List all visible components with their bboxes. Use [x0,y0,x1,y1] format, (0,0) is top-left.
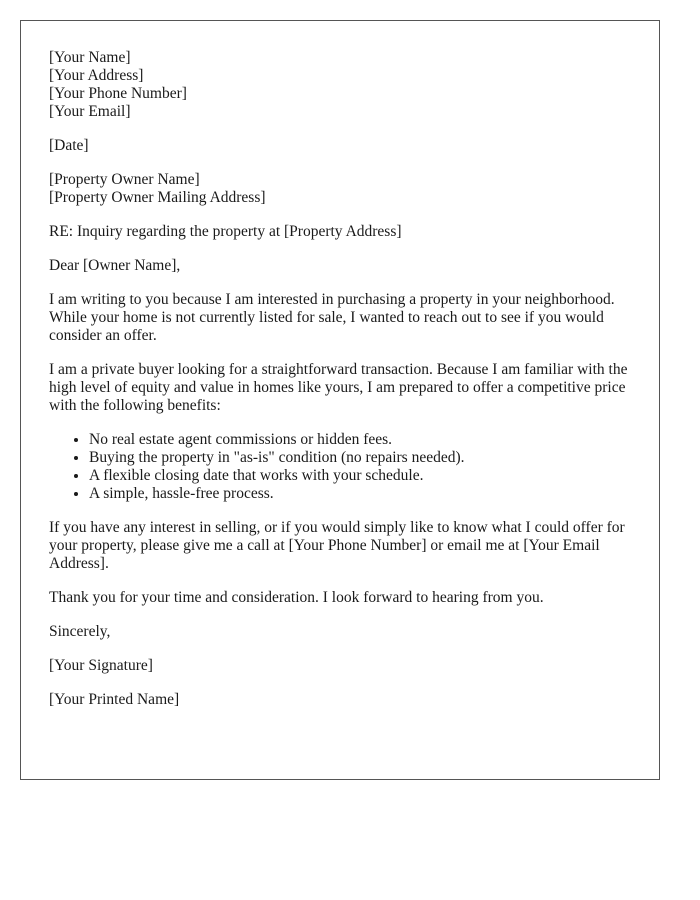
printed-name: [Your Printed Name] [49,691,180,708]
intro-paragraph: I am writing to you because I am interested in purchasing a property in your neighborhood. While your home is not currently listed for sale, I wanted to reach out to see if you would consider an offer. [49,291,615,344]
subject-line: RE: Inquiry regarding the property at [Property Address] [49,223,402,240]
letter-date: [Date] [49,137,89,154]
valediction: Sincerely, [49,623,111,640]
sender-phone: [Your Phone Number] [49,85,187,102]
list-item: • No real estate agent commissions or hidden fees. [89,431,631,449]
letter-page [20,20,660,780]
recipient-block [49,171,631,207]
sender-address: [Your Address] [49,67,144,84]
list-item: • Buying the property in "as-is" condition (no repairs needed). [89,449,631,467]
buyer-paragraph: I am a private buyer looking for a straightforward transaction. Because I am familiar with the high level of equity and value in homes like yours, I am prepared to offer a competitive price with the following benefits: [49,361,628,414]
recipient-name: [Property Owner Name] [49,171,200,188]
sender-email: [Your Email] [49,103,131,120]
salutation: Dear [Owner Name], [49,257,181,274]
sender-name: [Your Name] [49,49,131,66]
list-item: • A simple, hassle-free process. [89,485,631,503]
benefits-list [49,431,631,503]
contact-paragraph: If you have any interest in selling, or if you would simply like to know what I could offer for your property, please give me a call at [Your Phone Number] or email me at [Your Email Address]. [49,519,625,572]
recipient-address: [Property Owner Mailing Address] [49,189,266,206]
thanks-paragraph: Thank you for your time and consideration. I look forward to hearing from you. [49,589,544,606]
list-item: • A flexible closing date that works with your schedule. [89,467,631,485]
date-block [49,137,631,155]
sender-block [49,49,631,121]
signature-placeholder: [Your Signature] [49,657,153,674]
